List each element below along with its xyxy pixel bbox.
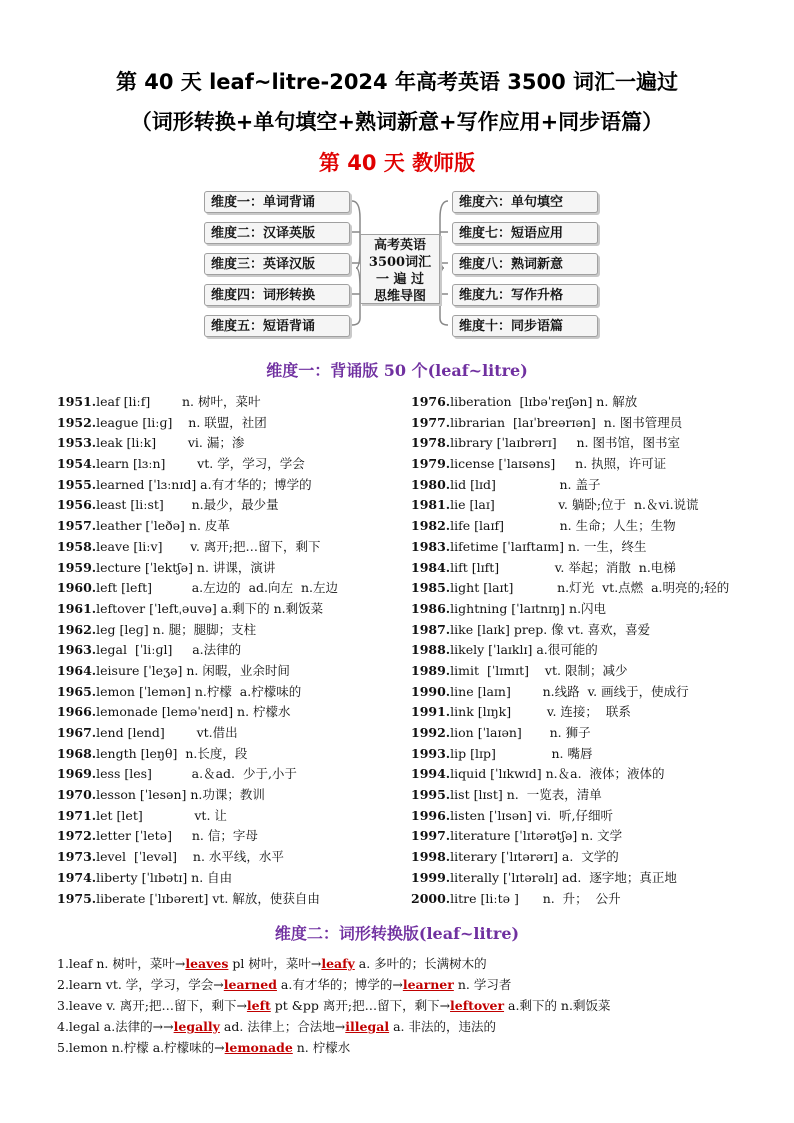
mindmap-node-7: 维度七：短语应用 bbox=[452, 222, 598, 244]
vocab-entry bbox=[57, 537, 338, 558]
vocab-number: 1980. bbox=[411, 476, 451, 492]
vocab-number: 1991. bbox=[411, 704, 451, 720]
vocab-entry bbox=[411, 826, 729, 847]
vocab-text: litre [liːtə ] n. 升； 公升 bbox=[450, 890, 621, 906]
mindmap-node-6: 维度六：单句填空 bbox=[452, 191, 598, 213]
vocab-entry bbox=[411, 620, 729, 641]
vocab-text: least [liːst] n.最少，最少量 bbox=[96, 497, 279, 513]
vocab-entry bbox=[411, 475, 729, 496]
answer-word: leaves bbox=[185, 956, 229, 971]
vocab-text: license [ˈlaɪsəns] n. 执照，许可证 bbox=[450, 456, 667, 472]
vocab-text: left [left] a.左边的 ad.向左 n.左边 bbox=[96, 580, 338, 596]
vocab-number: 1960. bbox=[57, 580, 97, 596]
vocab-number: 1953. bbox=[57, 435, 97, 451]
vocab-number: 1956. bbox=[57, 497, 97, 513]
vocab-entry bbox=[57, 578, 338, 599]
word-form-text: pt &pp 离开;把…留下，剩下→ bbox=[270, 998, 451, 1013]
answer-word: learned bbox=[223, 977, 277, 992]
vocab-entry bbox=[411, 723, 729, 744]
vocab-text: learned [ˈlɜːnɪd] a.有才华的；博学的 bbox=[96, 476, 312, 492]
vocab-number: 1974. bbox=[57, 869, 97, 885]
vocab-number: 1993. bbox=[411, 745, 451, 761]
vocab-text: length [leŋθ] n.长度，段 bbox=[96, 745, 248, 761]
word-form-item bbox=[57, 953, 757, 974]
vocab-number: 1965. bbox=[57, 683, 97, 699]
vocab-text: line [laɪn] n.线路 v. 画线于，使成行 bbox=[450, 683, 689, 699]
vocab-number: 1984. bbox=[411, 559, 451, 575]
mindmap-node-4: 维度四：词形转换 bbox=[204, 284, 350, 306]
word-form-text: n. 柠檬水 bbox=[292, 1040, 351, 1055]
vocab-number: 1970. bbox=[57, 787, 97, 803]
vocab-text: liberation [lɪbəˈreɪʃən] n. 解放 bbox=[450, 394, 638, 409]
vocab-text: lift [lɪft] v. 举起；消散 n.电梯 bbox=[450, 559, 676, 575]
vocab-entry bbox=[57, 744, 338, 765]
vocab-entry bbox=[411, 516, 729, 537]
mindmap-center bbox=[360, 234, 440, 304]
vocab-entry bbox=[411, 785, 729, 806]
vocab-text: literary [ˈlɪtərərɪ] a. 文学的 bbox=[450, 849, 619, 865]
vocab-entry bbox=[57, 889, 338, 910]
vocab-entry bbox=[57, 620, 338, 641]
answer-word: legally bbox=[173, 1019, 220, 1034]
vocab-number: 1987. bbox=[411, 621, 451, 637]
vocab-number: 1996. bbox=[411, 807, 451, 823]
vocab-text: letter [ˈletə] n. 信；字母 bbox=[96, 828, 258, 844]
mindmap-node-8: 维度八：熟词新意 bbox=[452, 253, 598, 275]
vocab-text: lemon [ˈlemən] n.柠檬 a.柠檬味的 bbox=[96, 683, 302, 699]
vocab-entry bbox=[57, 392, 338, 413]
word-form-text: ad. 法律上；合法地→ bbox=[219, 1019, 346, 1034]
mindmap-node-9: 维度九：写作升格 bbox=[452, 284, 598, 306]
vocab-number: 1954. bbox=[57, 456, 97, 472]
page-subtitle: （词形转换+单句填空+熟词新意+写作应用+同步语篇） bbox=[130, 110, 664, 134]
vocab-text: liberty [ˈlɪbətɪ] n. 自由 bbox=[96, 869, 233, 885]
mindmap-node-5: 维度五：短语背诵 bbox=[204, 315, 350, 337]
word-form-text: a.剩下的 n.剩饭菜 bbox=[504, 998, 611, 1013]
vocab-number: 1979. bbox=[411, 456, 451, 472]
vocab-text: league [liːɡ] n. 联盟，社团 bbox=[96, 414, 267, 430]
vocab-number: 1959. bbox=[57, 559, 97, 575]
answer-word: left bbox=[246, 998, 271, 1013]
vocab-entry bbox=[57, 661, 338, 682]
vocab-text: lightning [ˈlaɪtnɪŋ] n.闪电 bbox=[450, 600, 607, 616]
vocab-number: 1963. bbox=[57, 642, 97, 658]
vocab-entry bbox=[411, 413, 729, 434]
vocab-text: literature [ˈlɪtərətʃə] n. 文学 bbox=[450, 828, 623, 844]
vocab-entry bbox=[411, 392, 729, 413]
vocab-number: 1999. bbox=[411, 869, 451, 885]
word-form-text: 2.learn vt. 学，学习，学会→ bbox=[57, 977, 224, 992]
vocab-entry bbox=[411, 806, 729, 827]
vocab-entry bbox=[57, 806, 338, 827]
vocab-text: let [let] vt. 让 bbox=[96, 807, 227, 823]
vocab-entry bbox=[57, 785, 338, 806]
vocab-number: 1951. bbox=[57, 394, 97, 409]
vocab-text: listen [ˈlɪsən] vi. 听,仔细听 bbox=[450, 807, 613, 823]
vocab-text: learn [lɜːn] vt. 学，学习，学会 bbox=[96, 456, 305, 472]
word-form-list bbox=[57, 953, 757, 1058]
vocab-entry bbox=[411, 868, 729, 889]
answer-word: lemonade bbox=[224, 1040, 293, 1055]
vocab-entry bbox=[57, 723, 338, 744]
vocab-entry bbox=[411, 889, 729, 910]
vocab-entry bbox=[57, 682, 338, 703]
vocab-entry bbox=[57, 764, 338, 785]
vocab-entry bbox=[57, 599, 338, 620]
word-form-text: a. 多叶的；长满树木的 bbox=[354, 956, 487, 971]
vocab-entry bbox=[57, 702, 338, 723]
vocab-entry bbox=[411, 661, 729, 682]
vocab-entry bbox=[411, 640, 729, 661]
vocab-text: librarian [laɪˈbreərɪən] n. 图书管理员 bbox=[450, 414, 683, 430]
vocab-text: legal [ˈliːɡl] a.法律的 bbox=[96, 642, 242, 658]
vocab-text: light [laɪt] n.灯光 vt.点燃 a.明亮的;轻的 bbox=[450, 580, 730, 596]
vocab-entry bbox=[411, 454, 729, 475]
mindmap-center-line: 一 遍 过 bbox=[375, 272, 425, 287]
word-form-text: n. 学习者 bbox=[453, 977, 512, 992]
vocab-number: 1985. bbox=[411, 580, 451, 596]
word-form-item bbox=[57, 1037, 757, 1058]
vocab-number: 1975. bbox=[57, 890, 97, 906]
word-form-text: pl 树叶，菜叶→ bbox=[228, 956, 322, 971]
vocab-text: liquid [ˈlɪkwɪd] n.＆a. 液体；液体的 bbox=[450, 766, 665, 782]
vocab-entry bbox=[411, 558, 729, 579]
vocab-text: leather [ˈleðə] n. 皮革 bbox=[96, 518, 230, 534]
vocab-entry bbox=[411, 578, 729, 599]
word-form-item bbox=[57, 974, 757, 995]
mindmap-node-3: 维度三：英译汉版 bbox=[204, 253, 350, 275]
vocab-number: 1990. bbox=[411, 683, 451, 699]
page-title: 第 40 天 leaf~litre-2024 年高考英语 3500 词汇一遍过 bbox=[115, 70, 679, 94]
vocab-number: 1961. bbox=[57, 600, 97, 616]
vocab-entry bbox=[57, 413, 338, 434]
answer-word: leafy bbox=[321, 956, 355, 971]
word-form-text: 3.leave v. 离开;把…留下，剩下→ bbox=[57, 998, 247, 1013]
vocab-entry bbox=[57, 495, 338, 516]
vocab-number: 2000. bbox=[411, 890, 451, 906]
vocab-text: limit [ˈlɪmɪt] vt. 限制；减少 bbox=[450, 662, 628, 678]
word-form-text: a.有才华的；博学的→ bbox=[276, 977, 403, 992]
mindmap-node-2: 维度二：汉译英版 bbox=[204, 222, 350, 244]
vocab-number: 1952. bbox=[57, 414, 97, 430]
vocab-number: 1982. bbox=[411, 518, 451, 534]
vocab-number: 1978. bbox=[411, 435, 451, 451]
mindmap-center-line: 思维导图 bbox=[373, 289, 426, 304]
vocab-entry bbox=[57, 847, 338, 868]
word-form-text: a. 非法的，违法的 bbox=[389, 1019, 496, 1034]
vocab-number: 1971. bbox=[57, 807, 97, 823]
vocab-number: 1995. bbox=[411, 787, 451, 803]
vocab-entry bbox=[411, 702, 729, 723]
vocab-number: 1998. bbox=[411, 849, 451, 865]
vocab-text: leave [liːv] v. 离开;把…留下，剩下 bbox=[96, 538, 321, 554]
vocab-text: lend [lend] vt.借出 bbox=[96, 725, 238, 740]
vocab-text: leg [leɡ] n. 腿；腿脚；支柱 bbox=[96, 621, 257, 637]
vocab-number: 1966. bbox=[57, 704, 97, 720]
vocab-entry bbox=[411, 537, 729, 558]
vocab-entry bbox=[57, 640, 338, 661]
mind-map bbox=[200, 188, 600, 338]
vocab-text: likely [ˈlaɪklɪ] a.很可能的 bbox=[450, 642, 598, 658]
section-title-morph: 维度二：词形转换版(leaf~litre) bbox=[274, 924, 520, 943]
vocab-entry bbox=[411, 599, 729, 620]
vocab-number: 1981. bbox=[411, 497, 451, 513]
vocab-number: 1964. bbox=[57, 662, 97, 678]
vocab-entry bbox=[411, 744, 729, 765]
vocab-entry bbox=[411, 764, 729, 785]
vocab-text: lemonade [leməˈneɪd] n. 柠檬水 bbox=[96, 704, 291, 720]
mindmap-node-10: 维度十：同步语篇 bbox=[452, 315, 598, 337]
vocab-number: 1973. bbox=[57, 849, 97, 865]
vocab-number: 1988. bbox=[411, 642, 451, 658]
vocab-number: 1976. bbox=[411, 394, 451, 409]
vocab-number: 1986. bbox=[411, 600, 451, 616]
answer-word: learner bbox=[402, 977, 454, 992]
vocab-entry bbox=[57, 868, 338, 889]
section-title-recite: 维度一：背诵版 50 个(leaf~litre) bbox=[266, 361, 528, 380]
answer-word: leftover bbox=[450, 998, 505, 1013]
mindmap-node-1: 维度一：单词背诵 bbox=[204, 191, 350, 213]
vocab-text: leftover [ˈleftˌəuvə] a.剩下的 n.剩饭菜 bbox=[96, 600, 324, 616]
vocab-text: link [lɪŋk] v. 连接； 联系 bbox=[450, 704, 631, 720]
vocab-entry bbox=[411, 495, 729, 516]
vocab-entry bbox=[57, 558, 338, 579]
word-form-text: 5.lemon n.柠檬 a.柠檬味的→ bbox=[57, 1040, 225, 1055]
word-form-item bbox=[57, 995, 757, 1016]
mindmap-center-line: 高考英语 bbox=[373, 238, 426, 253]
vocab-number: 1983. bbox=[411, 538, 451, 554]
vocab-text: lecture [ˈlektʃə] n. 讲课，演讲 bbox=[96, 559, 276, 575]
vocab-entry bbox=[411, 682, 729, 703]
vocab-number: 1989. bbox=[411, 662, 451, 678]
vocab-entry bbox=[411, 433, 729, 454]
vocab-text: less [les] a.＆ad. 少于,小于 bbox=[96, 766, 297, 782]
vocab-text: liberate [ˈlɪbəreɪt] vt. 解放，使获自由 bbox=[96, 890, 320, 906]
vocab-text: lid [lɪd] n. 盖子 bbox=[450, 476, 601, 492]
word-form-item bbox=[57, 1016, 757, 1037]
vocab-text: lip [lɪp] n. 嘴唇 bbox=[450, 745, 593, 761]
vocab-text: list [lɪst] n. 一览表，清单 bbox=[450, 787, 602, 803]
vocab-text: life [laɪf] n. 生命；人生；生物 bbox=[450, 518, 676, 534]
vocab-text: leaf [liːf] n. 树叶，菜叶 bbox=[96, 394, 261, 409]
vocab-number: 1957. bbox=[57, 518, 97, 534]
vocab-column-left bbox=[57, 392, 338, 909]
vocab-number: 1992. bbox=[411, 725, 451, 740]
vocab-number: 1962. bbox=[57, 621, 97, 637]
mindmap-center-line: 3500词汇 bbox=[368, 255, 432, 270]
vocab-entry bbox=[57, 516, 338, 537]
vocab-number: 1968. bbox=[57, 745, 97, 761]
vocab-number: 1972. bbox=[57, 828, 97, 844]
vocab-text: lion [ˈlaɪən] n. 狮子 bbox=[450, 725, 591, 740]
edition-title: 第 40 天 教师版 bbox=[318, 151, 476, 175]
vocab-text: lifetime [ˈlaɪftaɪm] n. 一生，终生 bbox=[450, 538, 647, 554]
vocab-entry bbox=[57, 454, 338, 475]
vocab-entry bbox=[57, 475, 338, 496]
vocab-number: 1967. bbox=[57, 725, 97, 740]
vocab-text: leisure [ˈleʒə] n. 闲暇，业余时间 bbox=[96, 662, 290, 678]
vocab-number: 1958. bbox=[57, 538, 97, 554]
answer-word: illegal bbox=[345, 1019, 390, 1034]
vocab-text: level [ˈlevəl] n. 水平线，水平 bbox=[96, 849, 284, 865]
vocab-number: 1969. bbox=[57, 766, 97, 782]
vocab-column-right bbox=[411, 392, 729, 909]
vocab-text: leak [liːk] vi. 漏；渗 bbox=[96, 435, 245, 451]
vocab-text: like [laɪk] prep. 像 vt. 喜欢，喜爱 bbox=[450, 621, 651, 637]
vocab-text: lie [laɪ] v. 躺卧;位于 n.＆vi.说谎 bbox=[450, 497, 699, 513]
vocab-number: 1955. bbox=[57, 476, 97, 492]
word-form-text: 1.leaf n. 树叶，菜叶→ bbox=[57, 956, 186, 971]
vocab-entry bbox=[57, 826, 338, 847]
word-form-text: 4.legal a.法律的→→ bbox=[57, 1019, 174, 1034]
vocab-entry bbox=[57, 433, 338, 454]
vocab-text: library [ˈlaɪbrərɪ] n. 图书馆，图书室 bbox=[450, 435, 680, 451]
vocab-number: 1997. bbox=[411, 828, 451, 844]
vocab-entry bbox=[411, 847, 729, 868]
vocab-number: 1994. bbox=[411, 766, 451, 782]
vocab-number: 1977. bbox=[411, 414, 451, 430]
vocab-text: lesson [ˈlesən] n.功课；教训 bbox=[96, 787, 265, 803]
vocab-text: literally [ˈlɪtərəlɪ] ad. 逐字地；真正地 bbox=[450, 869, 677, 885]
